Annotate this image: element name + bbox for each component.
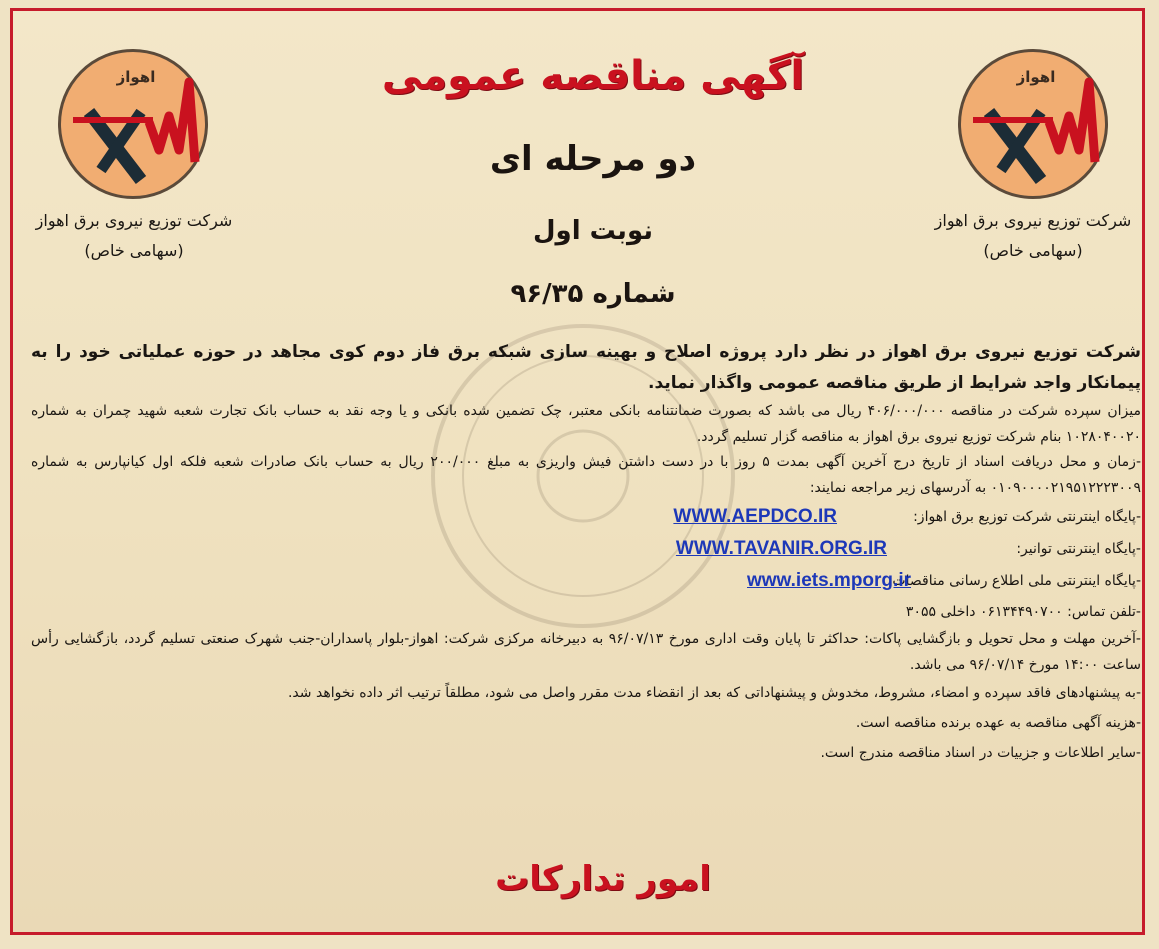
site-row-aepdco [31,501,1141,533]
company-type: (سهامی خاص) [983,241,1083,260]
notice-number: شماره ۹۶/۳۵ [510,279,676,309]
company-logo-left [58,49,208,199]
phone-line: -تلفن تماس: ۰۶۱۳۴۴۹۰۷۰۰ داخلی ۳۰۵۵ [905,604,1141,620]
company-block-left [29,206,239,266]
documents-paragraph: -زمان و محل دریافت اسناد از تاریخ درج آخرین آگهی بمدت ۵ روز با در دست داشتن فیش واریزی به مبلغ ۲۰۰/۰۰۰ ریال به حساب بانک صادرات شعبه فلکه اول کیانپارس به شماره ۰۱۰۹۰۰۰۰۲۱۹۵۱۲۲۲۳۰۰۹ به آدرسهای زیر مراجعه نمایند: [31,454,1141,496]
site-link-tavanir[interactable]: WWW.TAVANIR.ORG.IR [675,538,887,559]
cost-line: -هزینه آگهی مناقصه به عهده برنده مناقصه است. [855,715,1141,731]
company-name: شرکت توزیع نیروی برق اهواز [934,211,1132,230]
site-label: -پایگاه اینترنتی شرکت توزیع برق اهواز: [913,509,1141,525]
notice-body [31,337,1141,768]
notice-frame [10,8,1145,935]
site-label: -پایگاه اینترنتی توانیر: [1016,541,1141,557]
site-row-tavanir [31,533,1141,565]
conditions-line: -به پیشنهادهای فاقد سپرده و امضاء، مشروط، مخدوش و پیشنهاداتی که بعد از انقضاء مدت مقرر واصل می شود، مطلقاً ترتیب اثر داده نخواهد شد. [287,685,1141,701]
company-type: (سهامی خاص) [84,241,184,260]
notice-title: آگهی مناقصه عمومی [381,53,805,99]
company-name: شرکت توزیع نیروی برق اهواز [35,211,233,230]
site-row-iets [31,565,1141,597]
site-label: -پایگاه اینترنتی ملی اطلاع رسانی مناقصات: [887,573,1141,589]
company-block-right [928,206,1138,266]
signature: امور تدارکات [495,859,711,899]
logo-text: اهواز [116,68,156,86]
other-info-line: -سایر اطلاعات و جزییات در اسناد مناقصه مندرج است. [820,745,1141,761]
site-link-aepdco[interactable]: WWW.AEPDCO.IR [673,506,837,527]
site-link-iets[interactable]: www.iets.mporg.ir [747,570,911,591]
deadline-paragraph: -آخرین مهلت و محل تحویل و بازگشایی پاکات: حداکثر تا پایان وقت اداری مورخ ۹۶/۰۷/۱۳ به دبیرخانه مرکزی شرکت: اهواز-بلوار پاسداران-جنب شهرک صنعتی تسلیم گردد، بازگشایی رأس ساعت ۱۴:۰۰ مورخ ۹۶/۰۷/۱۴ می باشد. [31,631,1141,673]
notice-subtitle: دو مرحله ای [489,139,697,179]
intro-paragraph: شرکت توزیع نیروی برق اهواز در نظر دارد پروژه اصلاح و بهینه سازی شبکه برق فاز دوم کوی مجاهد در حوزه عملیاتی خود را به پیمانکار واجد شرایط از طریق مناقصه عمومی واگذار نماید. [31,342,1141,393]
logo-text: اهواز [1016,68,1056,86]
company-logo-right [958,49,1108,199]
deposit-paragraph: میزان سپرده شرکت در مناقصه ۴۰۶/۰۰۰/۰۰۰ ریال می باشد که بصورت ضمانتنامه بانکی معتبر، چک تضمین شده بانکی و یا وجه نقد به حساب بانک تجارت شعبه شهید چمران به شماره ۱۰۲۸۰۴۰۰۲۰ بنام شرکت توزیع نیروی برق اهواز به مناقصه گزار تسلیم گردد. [31,403,1141,445]
notice-round: نوبت اول [532,216,654,246]
